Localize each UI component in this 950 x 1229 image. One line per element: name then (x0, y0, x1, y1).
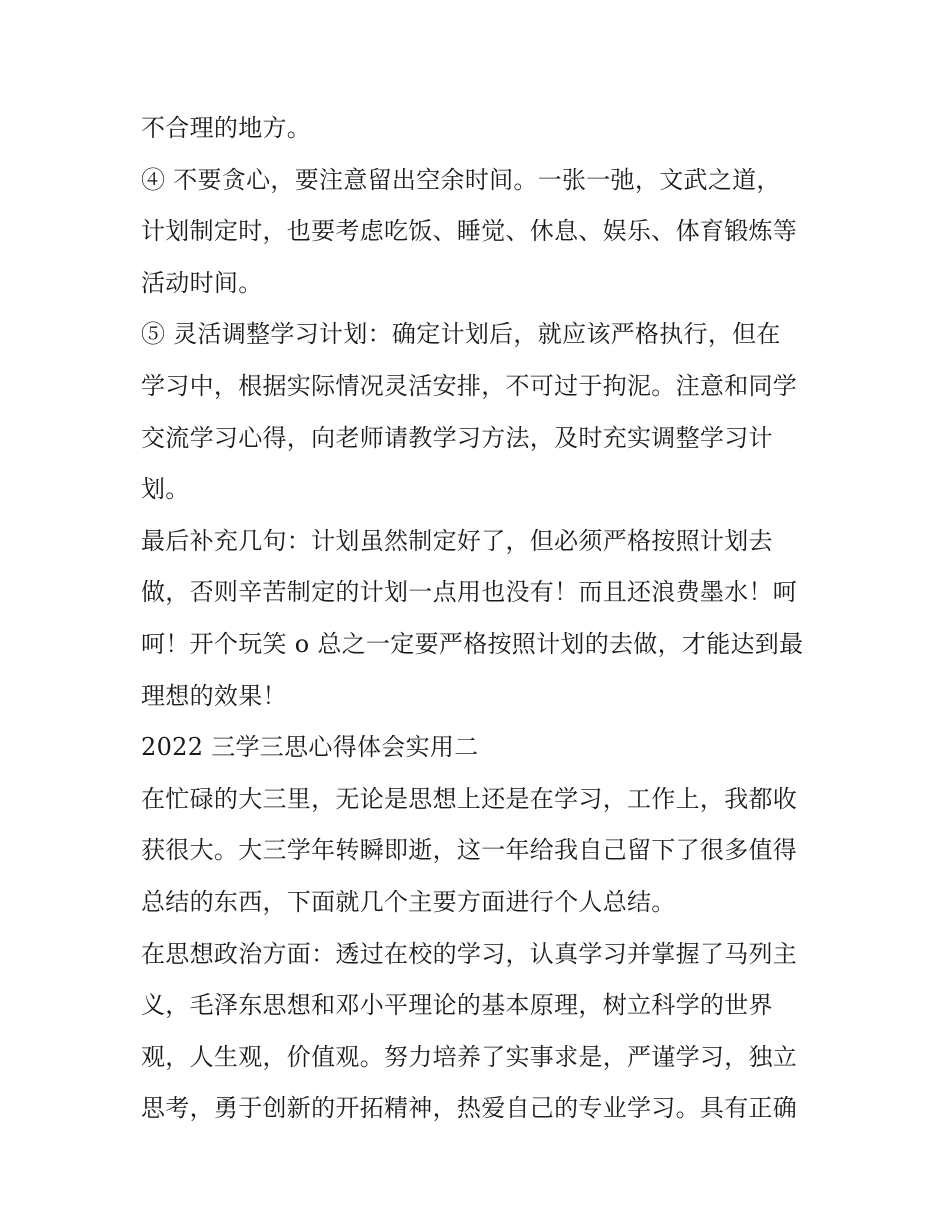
text-line: ⑤ 灵活调整学习计划：确定计划后，就应该严格执行，但在 (141, 320, 781, 349)
text-line: 不合理的地方。 (141, 114, 312, 142)
section-heading: 2022 三学三思心得体会实用二 (141, 733, 479, 762)
text-line: 获很大。大三学年转瞬即逝，这一年给我自己留下了很多值得 (141, 836, 798, 865)
text-line: 观，人生观，价值观。努力培养了实事求是，严谨学习，独立 (141, 1042, 798, 1071)
text-line: 理想的效果！ (141, 681, 287, 710)
text-line: 做，否则辛苦制定的计划一点用也没有！而且还浪费墨水！呵 (141, 578, 798, 607)
text-line: 划。 (141, 475, 190, 504)
text-line: 总结的东西，下面就几个主要方面进行个人总结。 (141, 887, 676, 916)
text-line: 呵！开个玩笑 o 总之一定要严格按照计划的去做，才能达到最 (141, 629, 804, 658)
text-line: 计划制定时，也要考虑吃饭、睡觉、休息、娱乐、体育锻炼等 (141, 217, 798, 246)
text-line: ④ 不要贪心，要注意留出空余时间。一张一弛，文武之道， (141, 165, 781, 194)
text-line: 交流学习心得，向老师请教学习方法，及时充实调整学习计 (141, 423, 773, 452)
text-line: 思考，勇于创新的开拓精神，热爱自己的专业学习。具有正确 (141, 1094, 798, 1123)
document-body (141, 103, 831, 1135)
text-line: 在忙碌的大三里，无论是思想上还是在学习，工作上，我都收 (141, 784, 798, 813)
text-line: 活动时间。 (141, 268, 263, 297)
text-line: 最后补充几句：计划虽然制定好了，但必须严格按照计划去 (141, 526, 773, 555)
text-line: 在思想政治方面：透过在校的学习，认真学习并掌握了马列主 (141, 939, 798, 968)
text-line: 义，毛泽东思想和邓小平理论的基本原理，树立科学的世界 (141, 991, 773, 1020)
text-line: 学习中，根据实际情况灵活安排，不可过于拘泥。注意和同学 (141, 371, 798, 400)
